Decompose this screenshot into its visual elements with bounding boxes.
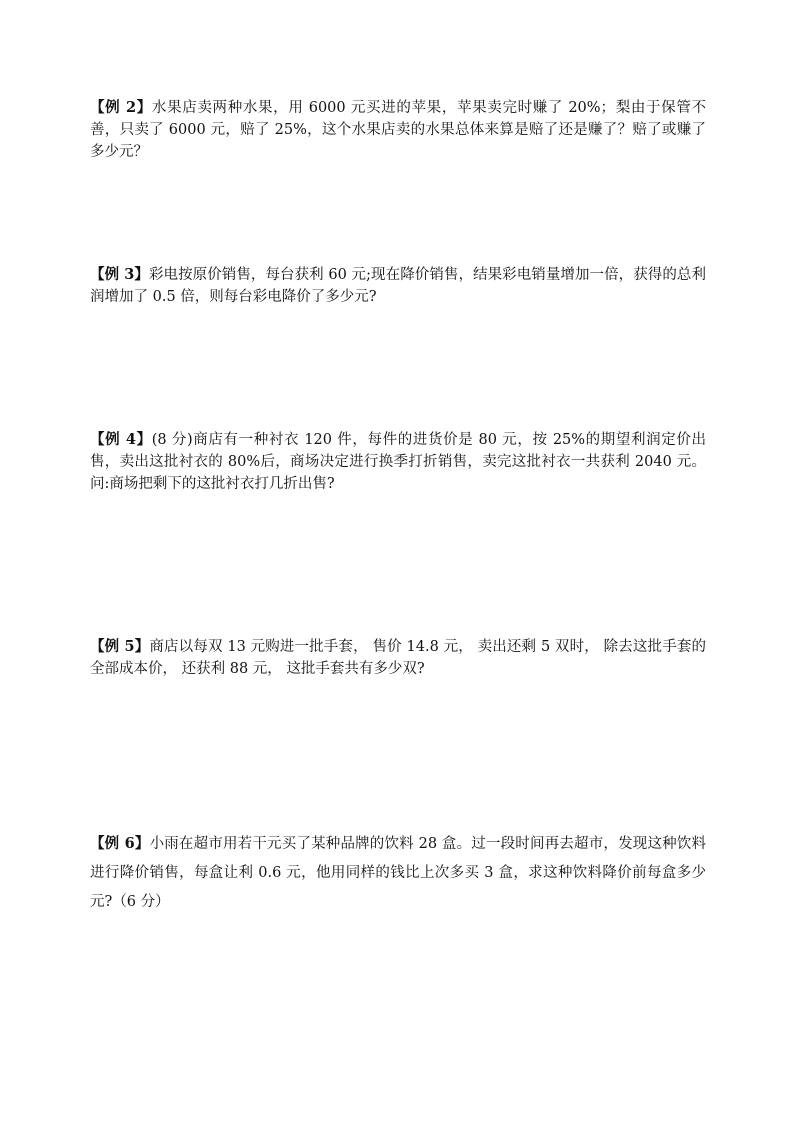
problem-text: 小雨在超市用若干元买了某种品牌的饮料 28 盒。过一段时间再去超市，发现这种饮料进行降价销售，每盒让利 0.6 元，他用同样的钱比上次多买 3 盒，求这种饮料降价前每盒多少元?（6 分） [90,836,707,910]
problem-text: 彩电按原价销售，每台获利 60 元;现在降价销售，结果彩电销量增加一倍，获得的总利润增加了 0.5 倍，则每台彩电降价了多少元? [90,267,706,305]
problem-tag: 【例 6】 [90,835,150,852]
problem-tag: 【例 5】 [90,638,150,655]
problem-text: 商店以每双 13 元购进一批手套， 售价 14.8 元， 卖出还剩 5 双时， 除去这批手套的全部成本价， 还获利 88 元， 这批手套共有多少双? [90,639,706,677]
problem-example-4 [90,429,706,495]
problem-text: (8 分)商店有一种衬衣 120 件，每件的进货价是 80 元，按 25%的期望利润定价出售，卖出这批衬衣的 80%后，商场决定进行换季打折销售，卖完这批衬衣一共获利 2040 元。问:商场把剩下的这批衬衣打几折出售? [90,432,707,492]
problem-text: 水果店卖两种水果，用 6000 元买进的苹果，苹果卖完时赚了 20%；梨由于保管不善，只卖了 6000 元，赔了 25%，这个水果店卖的水果总体来算是赔了还是赚了？赔了或赚了多少元？ [90,100,706,160]
problem-tag: 【例 3】 [90,266,149,283]
problem-example-6 [90,829,706,917]
problem-example-3 [90,264,706,308]
problem-tag: 【例 4】 [90,431,152,448]
problem-example-5 [90,636,706,680]
problem-example-2 [90,97,706,163]
problem-tag: 【例 2】 [90,99,152,116]
